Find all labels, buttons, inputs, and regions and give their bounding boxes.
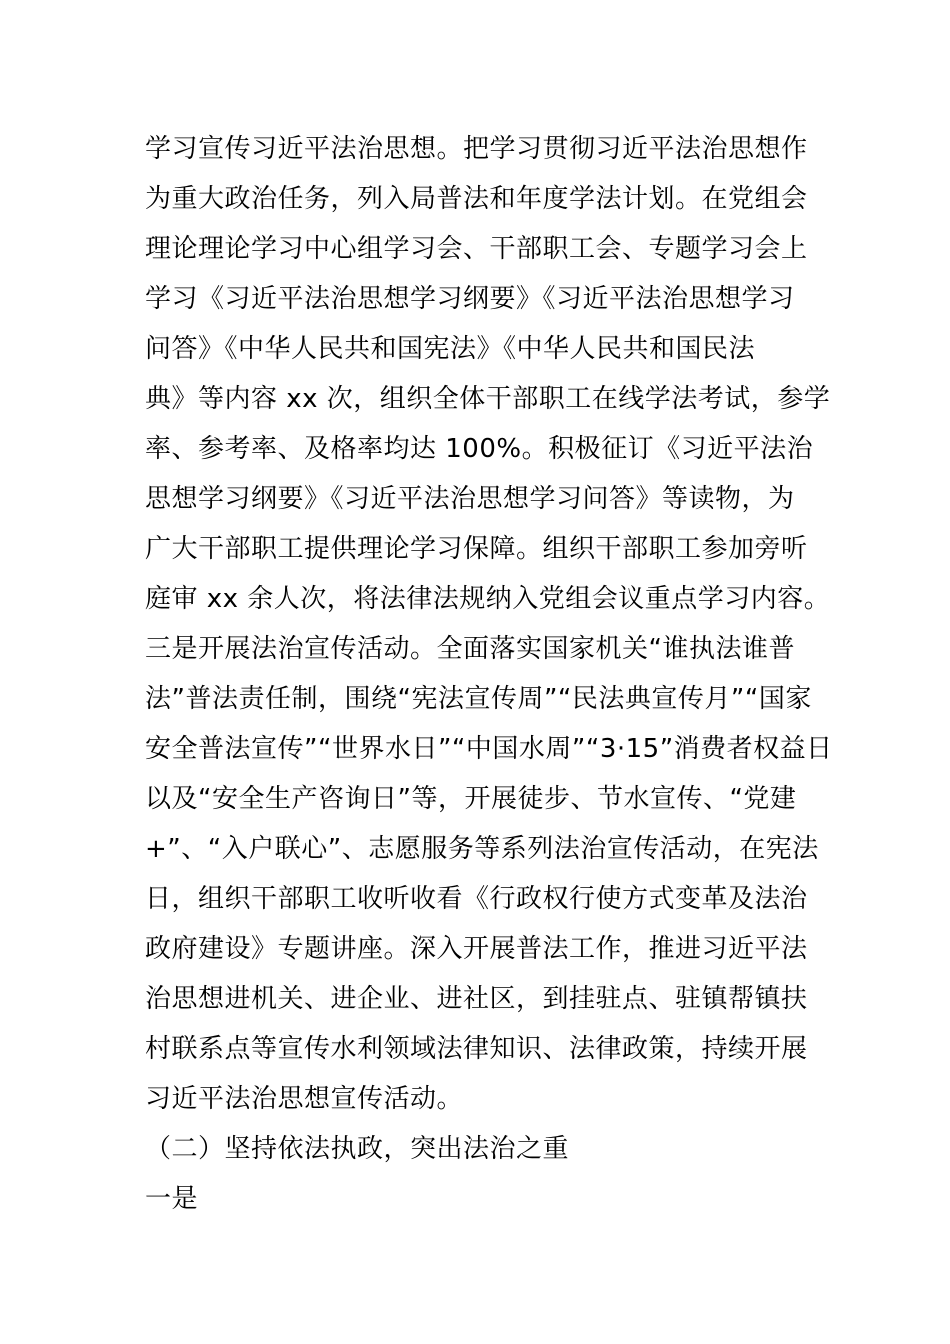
text-line: 政府建设》专题讲座。深入开展普法工作，推进习近平法 (145, 934, 808, 964)
text-line: 日，组织干部职工收听收看《行政权行使方式变革及法治 (145, 884, 808, 914)
text-line: 安全普法宣传”“世界水日”“中国水周”“3·15”消费者权益日 (145, 734, 833, 764)
text-line: +”、“入户联心”、志愿服务等系列法治宣传活动，在宪法 (145, 834, 819, 864)
text-line: 以及“安全生产咨询日”等，开展徒步、节水宣传、“党建 (145, 784, 797, 814)
section-heading: （二）坚持依法执政，突出法治之重 (145, 1134, 570, 1164)
text-line: 为重大政治任务，列入局普法和年度学法计划。在党组会 (145, 184, 808, 214)
text-line: 三是开展法治宣传活动。全面落实国家机关“谁执法谁普 (145, 634, 795, 664)
text-line: 学习《习近平法治思想学习纲要》《习近平法治思想学习 (145, 284, 795, 314)
text-line: 思想学习纲要》《习近平法治思想学习问答》等读物，为 (145, 484, 795, 514)
text-line: 治思想进机关、进企业、进社区，到挂驻点、驻镇帮镇扶 (145, 984, 808, 1014)
text-line: 问答》《中华人民共和国宪法》《中华人民共和国民法 (145, 334, 756, 364)
text-line: 学习宣传习近平法治思想。把学习贯彻习近平法治思想作 (145, 134, 808, 164)
text-line: 广大干部职工提供理论学习保障。组织干部职工参加旁听 (145, 534, 808, 564)
text-line: 理论理论学习中心组学习会、干部职工会、专题学习会上 (145, 234, 808, 264)
text-line: 一是 (145, 1184, 199, 1214)
text-line: 率、参考率、及格率均达 100%。积极征订《习近平法治 (145, 434, 814, 464)
text-line: 典》等内容 xx 次，组织全体干部职工在线学法考试，参学 (145, 384, 831, 414)
text-line: 庭审 xx 余人次，将法律法规纳入党组会议重点学习内容。 (145, 584, 831, 614)
text-line: 村联系点等宣传水利领域法律知识、法律政策，持续开展 (145, 1034, 808, 1064)
text-line: 习近平法治思想宣传活动。 (145, 1084, 464, 1114)
text-line: 法”普法责任制，围绕“宪法宣传周”“民法典宣传月”“国家 (145, 684, 812, 714)
